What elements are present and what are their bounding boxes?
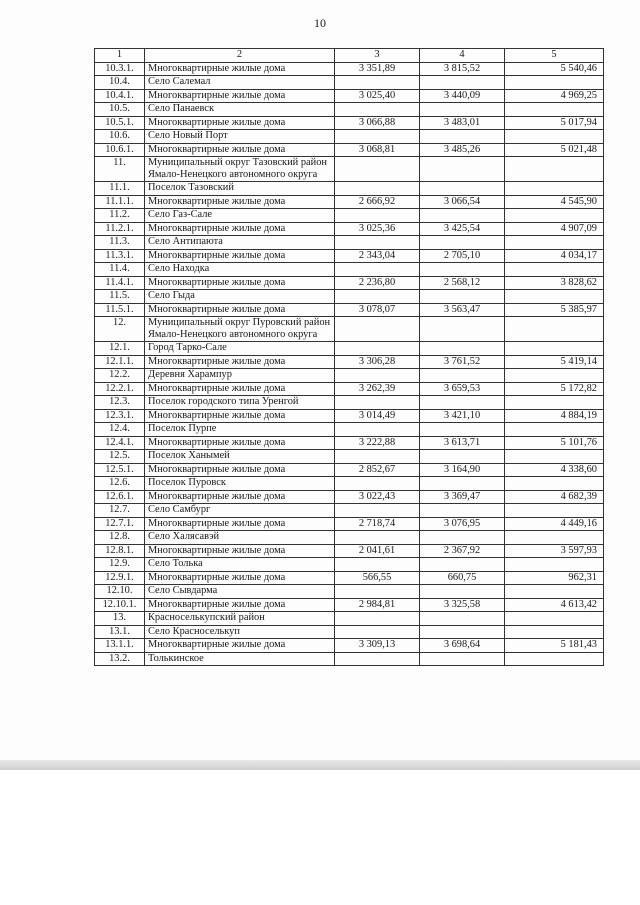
row-value-col5-cell: [505, 625, 604, 639]
table-row: [95, 182, 604, 196]
row-name-cell: Многоквартирные жилые дома: [145, 463, 335, 477]
row-value-col3-cell: [335, 585, 420, 599]
row-name-cell: Многоквартирные жилые дома: [145, 195, 335, 209]
table-row: [95, 463, 604, 477]
row-number-cell: 12.5.: [95, 450, 145, 464]
header-row: [95, 49, 604, 63]
row-number-cell: 10.5.: [95, 103, 145, 117]
row-name-cell: Муниципальный округ Тазовский район Ямало-Ненецкого автономного округа: [145, 157, 335, 182]
row-name-cell: Многоквартирные жилые дома: [145, 116, 335, 130]
row-value-col5-cell: 5 172,82: [505, 382, 604, 396]
table-row: [95, 652, 604, 666]
row-value-col3-cell: [335, 396, 420, 410]
row-value-col4-cell: [420, 209, 505, 223]
table-row: [95, 342, 604, 356]
table-row: [95, 130, 604, 144]
table-row: [95, 423, 604, 437]
row-value-col4-cell: [420, 369, 505, 383]
row-value-col5-cell: 4 338,60: [505, 463, 604, 477]
row-value-col4-cell: [420, 76, 505, 90]
table-row: [95, 103, 604, 117]
row-value-col3-cell: [335, 652, 420, 666]
table-row: [95, 544, 604, 558]
row-value-col3-cell: [335, 531, 420, 545]
row-name-cell: Село Халясавэй: [145, 531, 335, 545]
row-value-col5-cell: [505, 531, 604, 545]
row-number-cell: 12.4.1.: [95, 436, 145, 450]
row-number-cell: 12.10.1.: [95, 598, 145, 612]
row-value-col3-cell: [335, 612, 420, 626]
row-value-col4-cell: [420, 477, 505, 491]
row-value-col4-cell: 3 613,71: [420, 436, 505, 450]
row-value-col4-cell: 2 568,12: [420, 276, 505, 290]
row-value-col3-cell: [335, 504, 420, 518]
row-number-cell: 12.2.1.: [95, 382, 145, 396]
row-value-col3-cell: [335, 423, 420, 437]
row-value-col4-cell: 2 367,92: [420, 544, 505, 558]
row-value-col4-cell: [420, 182, 505, 196]
row-name-cell: Красноселькупский район: [145, 612, 335, 626]
row-name-cell: Поселок Ханымей: [145, 450, 335, 464]
row-number-cell: 10.6.1.: [95, 143, 145, 157]
row-value-col4-cell: [420, 531, 505, 545]
row-value-col3-cell: [335, 369, 420, 383]
row-value-col3-cell: 3 066,88: [335, 116, 420, 130]
row-value-col3-cell: [335, 209, 420, 223]
row-number-cell: 11.2.: [95, 209, 145, 223]
row-value-col4-cell: [420, 317, 505, 342]
row-value-col5-cell: [505, 396, 604, 410]
row-number-cell: 12.1.1.: [95, 355, 145, 369]
row-value-col5-cell: 4 613,42: [505, 598, 604, 612]
row-name-cell: Село Гыда: [145, 290, 335, 304]
row-value-col4-cell: 3 698,64: [420, 639, 505, 653]
row-value-col3-cell: [335, 182, 420, 196]
row-name-cell: Село Самбург: [145, 504, 335, 518]
row-name-cell: Многоквартирные жилые дома: [145, 89, 335, 103]
row-name-cell: Многоквартирные жилые дома: [145, 598, 335, 612]
row-value-col4-cell: [420, 236, 505, 250]
row-number-cell: 13.1.: [95, 625, 145, 639]
row-number-cell: 10.4.: [95, 76, 145, 90]
row-value-col4-cell: [420, 450, 505, 464]
row-value-col4-cell: 3 425,54: [420, 222, 505, 236]
row-value-col3-cell: 2 984,81: [335, 598, 420, 612]
row-number-cell: 10.3.1.: [95, 62, 145, 76]
row-value-col3-cell: [335, 157, 420, 182]
row-value-col5-cell: [505, 182, 604, 196]
row-value-col5-cell: [505, 317, 604, 342]
row-value-col4-cell: [420, 157, 505, 182]
table-row: [95, 303, 604, 317]
table-row: [95, 504, 604, 518]
row-number-cell: 10.6.: [95, 130, 145, 144]
table-row: [95, 598, 604, 612]
row-value-col3-cell: [335, 342, 420, 356]
row-value-col5-cell: [505, 652, 604, 666]
row-value-col5-cell: [505, 450, 604, 464]
row-value-col5-cell: 4 682,39: [505, 490, 604, 504]
row-value-col3-cell: [335, 558, 420, 572]
row-number-cell: 12.7.1.: [95, 517, 145, 531]
row-name-cell: Деревня Харампур: [145, 369, 335, 383]
row-name-cell: Город Тарко-Сале: [145, 342, 335, 356]
row-value-col4-cell: 3 066,54: [420, 195, 505, 209]
row-name-cell: Село Антипаюта: [145, 236, 335, 250]
row-value-col5-cell: [505, 477, 604, 491]
row-value-col3-cell: [335, 625, 420, 639]
page-number: 10: [314, 16, 326, 30]
row-value-col5-cell: 5 540,46: [505, 62, 604, 76]
row-value-col5-cell: 4 884,19: [505, 409, 604, 423]
row-name-cell: Поселок городского типа Уренгой: [145, 396, 335, 410]
row-value-col4-cell: [420, 423, 505, 437]
row-number-cell: 12.5.1.: [95, 463, 145, 477]
row-name-cell: Село Толька: [145, 558, 335, 572]
row-value-col3-cell: 3 222,88: [335, 436, 420, 450]
table-row: [95, 571, 604, 585]
row-value-col4-cell: 2 705,10: [420, 249, 505, 263]
table-row: [95, 639, 604, 653]
row-number-cell: 13.1.1.: [95, 639, 145, 653]
row-name-cell: Многоквартирные жилые дома: [145, 409, 335, 423]
row-number-cell: 12.7.: [95, 504, 145, 518]
row-name-cell: Многоквартирные жилые дома: [145, 303, 335, 317]
row-value-col5-cell: [505, 423, 604, 437]
row-value-col5-cell: [505, 263, 604, 277]
table-row: [95, 62, 604, 76]
row-value-col5-cell: 5 017,94: [505, 116, 604, 130]
row-number-cell: 11.5.1.: [95, 303, 145, 317]
row-number-cell: 12.9.: [95, 558, 145, 572]
row-value-col4-cell: 3 659,53: [420, 382, 505, 396]
table-row: [95, 143, 604, 157]
table-row: [95, 89, 604, 103]
header-cell: 5: [505, 49, 604, 63]
row-number-cell: 13.2.: [95, 652, 145, 666]
row-number-cell: 11.3.: [95, 236, 145, 250]
table-row: [95, 76, 604, 90]
row-name-cell: Село Находка: [145, 263, 335, 277]
row-value-col4-cell: [420, 625, 505, 639]
header-cell: 2: [145, 49, 335, 63]
table-row: [95, 382, 604, 396]
row-name-cell: Многоквартирные жилые дома: [145, 276, 335, 290]
row-number-cell: 12.9.1.: [95, 571, 145, 585]
row-value-col4-cell: 3 483,01: [420, 116, 505, 130]
row-value-col5-cell: 5 385,97: [505, 303, 604, 317]
row-value-col3-cell: 2 236,80: [335, 276, 420, 290]
row-value-col5-cell: 4 907,09: [505, 222, 604, 236]
row-value-col3-cell: 3 068,81: [335, 143, 420, 157]
row-name-cell: Многоквартирные жилые дома: [145, 143, 335, 157]
row-value-col4-cell: 3 563,47: [420, 303, 505, 317]
row-number-cell: 12.2.: [95, 369, 145, 383]
row-value-col3-cell: 3 351,89: [335, 62, 420, 76]
tariff-table: [94, 48, 604, 666]
row-value-col3-cell: [335, 317, 420, 342]
row-value-col4-cell: [420, 396, 505, 410]
row-number-cell: 12.6.: [95, 477, 145, 491]
row-value-col5-cell: [505, 342, 604, 356]
row-value-col5-cell: 4 969,25: [505, 89, 604, 103]
header-cell: 3: [335, 49, 420, 63]
row-value-col4-cell: [420, 652, 505, 666]
row-value-col5-cell: 5 181,43: [505, 639, 604, 653]
table-row: [95, 450, 604, 464]
row-value-col4-cell: 3 485,26: [420, 143, 505, 157]
row-value-col3-cell: 3 078,07: [335, 303, 420, 317]
table-row: [95, 517, 604, 531]
table-row: [95, 236, 604, 250]
row-number-cell: 12.6.1.: [95, 490, 145, 504]
row-value-col5-cell: 3 828,62: [505, 276, 604, 290]
row-value-col4-cell: 3 076,95: [420, 517, 505, 531]
row-value-col3-cell: [335, 236, 420, 250]
row-value-col5-cell: [505, 558, 604, 572]
table-row: [95, 317, 604, 342]
row-number-cell: 12.1.: [95, 342, 145, 356]
row-value-col4-cell: [420, 558, 505, 572]
row-number-cell: 13.: [95, 612, 145, 626]
table-row: [95, 276, 604, 290]
row-number-cell: 12.10.: [95, 585, 145, 599]
row-value-col4-cell: 3 164,90: [420, 463, 505, 477]
row-number-cell: 10.5.1.: [95, 116, 145, 130]
row-value-col5-cell: [505, 290, 604, 304]
row-value-col3-cell: 3 306,28: [335, 355, 420, 369]
row-value-col4-cell: [420, 585, 505, 599]
row-value-col5-cell: 962,31: [505, 571, 604, 585]
table-row: [95, 558, 604, 572]
row-value-col5-cell: [505, 157, 604, 182]
row-name-cell: Многоквартирные жилые дома: [145, 517, 335, 531]
table-row: [95, 209, 604, 223]
table-row: [95, 490, 604, 504]
row-value-col3-cell: [335, 450, 420, 464]
row-number-cell: 11.2.1.: [95, 222, 145, 236]
row-value-col3-cell: [335, 290, 420, 304]
row-name-cell: Село Сывдарма: [145, 585, 335, 599]
row-number-cell: 11.1.: [95, 182, 145, 196]
row-number-cell: 12.8.: [95, 531, 145, 545]
table-row: [95, 436, 604, 450]
row-value-col3-cell: [335, 130, 420, 144]
row-value-col4-cell: [420, 504, 505, 518]
row-value-col5-cell: 5 419,14: [505, 355, 604, 369]
row-name-cell: Многоквартирные жилые дома: [145, 544, 335, 558]
row-number-cell: 12.3.: [95, 396, 145, 410]
row-number-cell: 11.1.1.: [95, 195, 145, 209]
row-value-col3-cell: 2 852,67: [335, 463, 420, 477]
row-value-col5-cell: [505, 236, 604, 250]
table-row: [95, 157, 604, 182]
row-name-cell: Поселок Пурпе: [145, 423, 335, 437]
row-value-col5-cell: 4 449,16: [505, 517, 604, 531]
row-value-col5-cell: 3 597,93: [505, 544, 604, 558]
table-row: [95, 263, 604, 277]
row-value-col3-cell: [335, 103, 420, 117]
row-value-col5-cell: [505, 130, 604, 144]
row-value-col4-cell: [420, 103, 505, 117]
row-value-col3-cell: 3 025,36: [335, 222, 420, 236]
row-name-cell: Село Красноселькуп: [145, 625, 335, 639]
table-row: [95, 222, 604, 236]
page-edge: [0, 760, 640, 770]
row-value-col4-cell: 3 325,58: [420, 598, 505, 612]
row-value-col4-cell: 3 761,52: [420, 355, 505, 369]
table-row: [95, 585, 604, 599]
row-value-col5-cell: [505, 76, 604, 90]
row-value-col4-cell: [420, 342, 505, 356]
row-value-col5-cell: 5 101,76: [505, 436, 604, 450]
row-value-col3-cell: 2 041,61: [335, 544, 420, 558]
table-row: [95, 409, 604, 423]
row-number-cell: 11.4.1.: [95, 276, 145, 290]
row-value-col3-cell: 3 309,13: [335, 639, 420, 653]
row-value-col3-cell: 3 014,49: [335, 409, 420, 423]
row-name-cell: Многоквартирные жилые дома: [145, 249, 335, 263]
row-value-col5-cell: [505, 585, 604, 599]
row-number-cell: 11.4.: [95, 263, 145, 277]
row-number-cell: 12.4.: [95, 423, 145, 437]
table-row: [95, 116, 604, 130]
table-row: [95, 369, 604, 383]
row-value-col3-cell: [335, 76, 420, 90]
row-value-col4-cell: 3 440,09: [420, 89, 505, 103]
row-value-col4-cell: 660,75: [420, 571, 505, 585]
row-name-cell: Многоквартирные жилые дома: [145, 222, 335, 236]
row-value-col3-cell: [335, 263, 420, 277]
table-row: [95, 396, 604, 410]
row-value-col3-cell: 566,55: [335, 571, 420, 585]
row-value-col4-cell: [420, 263, 505, 277]
row-value-col3-cell: 3 022,43: [335, 490, 420, 504]
table-row: [95, 249, 604, 263]
row-name-cell: Село Салемал: [145, 76, 335, 90]
row-value-col5-cell: 4 034,17: [505, 249, 604, 263]
row-value-col3-cell: 2 666,92: [335, 195, 420, 209]
row-name-cell: Поселок Пуровск: [145, 477, 335, 491]
row-value-col4-cell: 3 369,47: [420, 490, 505, 504]
row-number-cell: 11.: [95, 157, 145, 182]
row-value-col5-cell: [505, 612, 604, 626]
row-value-col3-cell: 3 025,40: [335, 89, 420, 103]
table-row: [95, 195, 604, 209]
row-name-cell: Многоквартирные жилые дома: [145, 355, 335, 369]
row-name-cell: Село Газ-Сале: [145, 209, 335, 223]
row-number-cell: 12.: [95, 317, 145, 342]
row-name-cell: Село Панаевск: [145, 103, 335, 117]
table-row: [95, 477, 604, 491]
table-row: [95, 355, 604, 369]
table-row: [95, 612, 604, 626]
row-value-col5-cell: [505, 369, 604, 383]
row-name-cell: Многоквартирные жилые дома: [145, 62, 335, 76]
row-name-cell: Муниципальный округ Пуровский район Ямало-Ненецкого автономного округа: [145, 317, 335, 342]
row-name-cell: Село Новый Порт: [145, 130, 335, 144]
row-value-col5-cell: [505, 209, 604, 223]
row-number-cell: 12.3.1.: [95, 409, 145, 423]
row-number-cell: 12.8.1.: [95, 544, 145, 558]
row-value-col5-cell: [505, 103, 604, 117]
row-name-cell: Многоквартирные жилые дома: [145, 639, 335, 653]
row-value-col4-cell: [420, 290, 505, 304]
row-name-cell: Многоквартирные жилые дома: [145, 436, 335, 450]
row-value-col3-cell: 2 718,74: [335, 517, 420, 531]
row-number-cell: 10.4.1.: [95, 89, 145, 103]
row-name-cell: Толькинское: [145, 652, 335, 666]
row-number-cell: 11.5.: [95, 290, 145, 304]
row-value-col5-cell: 5 021,48: [505, 143, 604, 157]
row-value-col5-cell: [505, 504, 604, 518]
table-row: [95, 290, 604, 304]
row-name-cell: Многоквартирные жилые дома: [145, 382, 335, 396]
row-value-col3-cell: [335, 477, 420, 491]
table-row: [95, 625, 604, 639]
row-value-col4-cell: [420, 612, 505, 626]
row-name-cell: Многоквартирные жилые дома: [145, 490, 335, 504]
row-value-col4-cell: 3 421,10: [420, 409, 505, 423]
row-value-col4-cell: [420, 130, 505, 144]
row-value-col5-cell: 4 545,90: [505, 195, 604, 209]
row-number-cell: 11.3.1.: [95, 249, 145, 263]
header-cell: 4: [420, 49, 505, 63]
row-name-cell: Многоквартирные жилые дома: [145, 571, 335, 585]
row-value-col4-cell: 3 815,52: [420, 62, 505, 76]
table-row: [95, 531, 604, 545]
header-cell: 1: [95, 49, 145, 63]
row-name-cell: Поселок Тазовский: [145, 182, 335, 196]
row-value-col3-cell: 2 343,04: [335, 249, 420, 263]
row-value-col3-cell: 3 262,39: [335, 382, 420, 396]
